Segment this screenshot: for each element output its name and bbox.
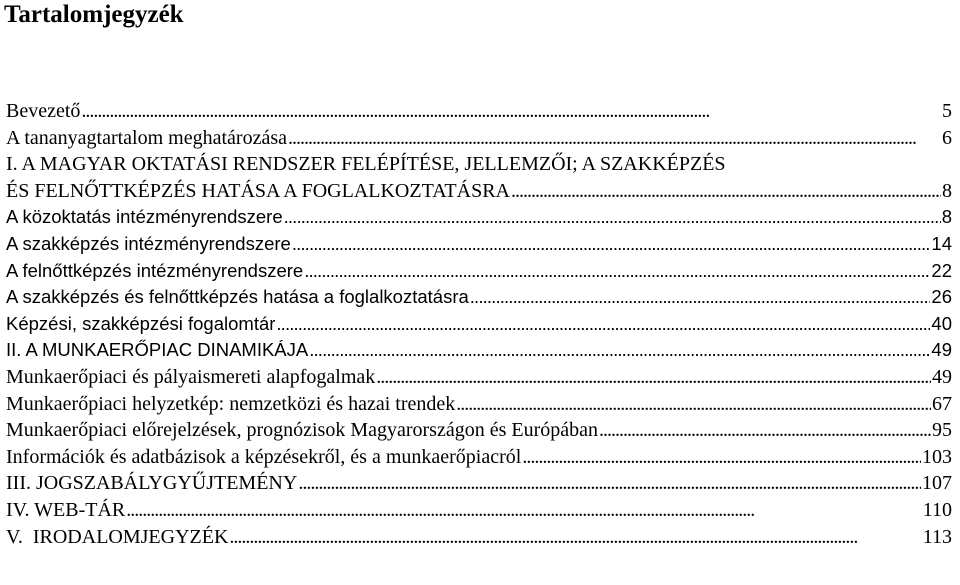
toc-entry-label: I. A MAGYAR OKTATÁSI RENDSZER FELÉPÍTÉSE, JELLEMZŐI; A SZAKKÉPZÉS (6, 153, 726, 176)
toc-entry-label: III. JOGSZABÁLYGYŰJTEMÉNY (6, 472, 298, 495)
dot-leader (304, 258, 930, 285)
toc-page-number: 14 (931, 232, 952, 254)
dot-leader (456, 391, 931, 418)
dot-leader (522, 444, 921, 471)
toc-page-number: 49 (931, 339, 952, 361)
toc-page-number: 95 (932, 419, 952, 442)
toc-entry-kozoktatas[interactable] (6, 204, 952, 231)
toc-page-number: 113 (922, 525, 952, 548)
toc-page-number: 5 (942, 100, 952, 122)
toc-page-number: 26 (931, 286, 952, 308)
toc-entry-label: A tananyagtartalom meghatározása (6, 126, 287, 149)
toc-entry-szakkepzes[interactable] (6, 231, 952, 258)
toc-entry-label: A felnőttképzés intézményrendszere (6, 259, 304, 281)
toc-page-number: 49 (932, 365, 952, 388)
dot-leader (511, 178, 941, 205)
toc-entry-informaciok[interactable] (6, 444, 952, 471)
toc-entry-label: Információk és adatbázisok a képzésekről, és a munkaerőpiacról (6, 445, 522, 468)
toc-entry-alapfogalmak[interactable] (6, 364, 952, 391)
toc-entry-helyzetkep[interactable] (6, 391, 952, 418)
toc-entry-chapter-5[interactable] (6, 524, 952, 551)
dot-leader (599, 417, 931, 444)
toc-entry-label: ÉS FELNŐTTKÉPZÉS HATÁSA A FOGLALKOZTATÁSRA (6, 179, 510, 202)
toc-entry-label: A közoktatás intézményrendszere (6, 206, 283, 228)
toc-entry-label: Munkaerőpiaci és pályaismereti alapfogalmak (6, 365, 376, 388)
toc-entry-tananyagtartalom[interactable] (6, 125, 952, 152)
dot-leader (309, 337, 930, 364)
toc-entry-label: A szakképzés és felnőttképzés hatása a foglalkoztatásra (6, 286, 469, 308)
toc-entry-bevezeto[interactable] (6, 98, 952, 125)
table-of-contents (6, 98, 952, 550)
toc-entry-label: V. IRODALOMJEGYZÉK (6, 525, 229, 548)
toc-page-number: 103 (922, 445, 952, 468)
toc-page-number: 22 (931, 259, 952, 281)
toc-entry-label: II. A MUNKAERŐPIAC DINAMIKÁJA (6, 339, 309, 361)
dot-leader (81, 98, 941, 125)
dot-leader (298, 470, 921, 497)
dot-leader (126, 497, 921, 524)
toc-entry-label: A szakképzés intézményrendszere (6, 232, 291, 254)
toc-page-number: 110 (922, 498, 952, 521)
toc-entry-label: Képzési, szakképzési fogalomtár (6, 312, 276, 334)
toc-entry-label: Munkaerőpiaci előrejelzések, prognózisok Magyarországon és Európában (6, 419, 599, 442)
toc-entry-elorejelzesek[interactable] (6, 417, 952, 444)
toc-entry-label: Munkaerőpiaci helyzetkép: nemzetközi és hazai trendek (6, 392, 456, 415)
toc-page-number: 67 (932, 392, 952, 415)
toc-entry-label: IV. WEB-TÁR (6, 498, 126, 521)
toc-entry-foglalkoztatas[interactable] (6, 284, 952, 311)
dot-leader (229, 524, 921, 551)
toc-page-number: 107 (922, 472, 952, 495)
toc-entry-chapter-1-line-2[interactable] (6, 178, 952, 205)
toc-entry-chapter-3[interactable] (6, 470, 952, 497)
page-title: Tartalomjegyzék (4, 1, 184, 28)
toc-entry-chapter-2[interactable] (6, 337, 952, 364)
dot-leader (288, 125, 941, 152)
toc-entry-felnottkepzes[interactable] (6, 258, 952, 285)
toc-page-number: 8 (942, 179, 952, 202)
dot-leader (470, 284, 931, 311)
toc-entry-chapter-1-line-1[interactable] (6, 151, 952, 178)
toc-page-number: 6 (942, 126, 952, 149)
dot-leader (292, 231, 931, 258)
dot-leader (284, 204, 941, 231)
dot-leader (276, 311, 930, 338)
toc-page-number: 40 (931, 312, 952, 334)
toc-page-number: 8 (941, 206, 952, 228)
toc-entry-fogalomtar[interactable] (6, 311, 952, 338)
dot-leader (376, 364, 931, 391)
toc-entry-label: Bevezető (6, 100, 81, 122)
toc-entry-chapter-4[interactable] (6, 497, 952, 524)
